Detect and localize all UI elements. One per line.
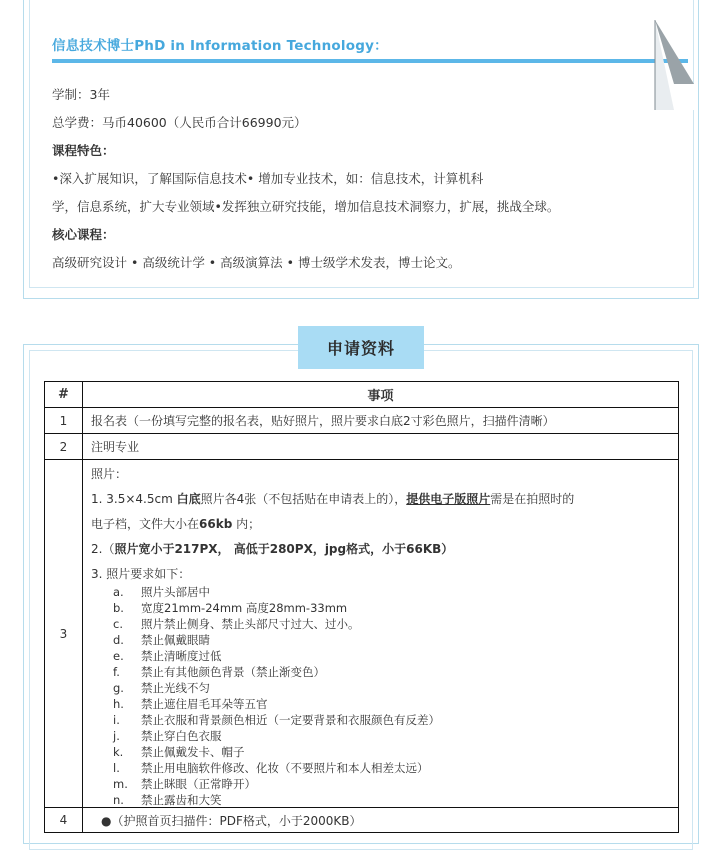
section-title: 申请资料: [298, 326, 424, 369]
list-item: a. 照片头部居中: [113, 585, 210, 599]
list-item: n. 禁止露齿和大笑: [113, 793, 222, 807]
list-item: c. 照片禁止侧身、禁止头部尺寸过大、过小。: [113, 617, 360, 631]
program-tuition: 总学费：马币40600（人民币合计66990元）: [52, 115, 307, 130]
list-item: e. 禁止清晰度过低: [113, 649, 222, 663]
core-courses: 高级研究设计 • 高级统计学 • 高级演算法 • 博士级学术发表，博士论文。: [52, 255, 461, 270]
table-row: [45, 434, 679, 460]
row-number: 3: [45, 460, 83, 808]
list-item: l. 禁止用电脑软件修改、化妆（不要照片和本人相差太远）: [113, 761, 429, 775]
photo-line-4: 3. 照片要求如下：: [91, 567, 191, 581]
row-text: 报名表（一份填写完整的报名表，贴好照片，照片要求白底2寸彩色照片，扫描件清晰）: [83, 408, 679, 434]
list-item: h. 禁止遮住眉毛耳朵等五官: [113, 697, 268, 711]
row-number: 1: [45, 408, 83, 434]
program-title: 信息技术博士PhD in Information Technology：: [52, 38, 388, 54]
row-number: 4: [45, 808, 83, 833]
header-item: 事项: [83, 382, 679, 408]
table-row: [45, 460, 679, 808]
list-item: k. 禁止佩戴发卡、帽子: [113, 745, 245, 759]
page-fold-icon: [654, 18, 698, 110]
table-header-row: [45, 382, 679, 408]
table-row: [45, 808, 679, 833]
photo-line-3: 2.（照片宽小于217PX， 高低于280PX，jpg格式，小于66KB）: [91, 542, 454, 556]
list-item: m. 禁止眯眼（正常睁开）: [113, 777, 256, 791]
features-line-2: 学，信息系统，扩大专业领域•发挥独立研究技能，增加信息技术洞察力，扩展，挑战全球。: [52, 199, 560, 214]
list-item: f. 禁止有其他颜色背景（禁止渐变色）: [113, 665, 325, 679]
list-item: i. 禁止衣服和背景颜色相近（一定要背景和衣服颜色有反差）: [113, 713, 440, 727]
photo-requirements-cell: [83, 460, 679, 808]
photo-line-1: 1. 3.5×4.5cm 白底照片各4张（不包括贴在申请表上的），提供电子版照片需是在拍照时的: [91, 492, 575, 506]
row-number: 2: [45, 434, 83, 460]
features-line-1: •深入扩展知识，了解国际信息技术• 增加专业技术，如：信息技术，计算机科: [52, 171, 484, 186]
header-num: #: [45, 382, 83, 408]
list-item: j. 禁止穿白色衣服: [113, 729, 222, 743]
row-text: 注明专业: [83, 434, 679, 460]
photo-label: 照片：: [91, 467, 128, 481]
requirements-table: [44, 381, 679, 833]
list-item: g. 禁止光线不匀: [113, 681, 210, 695]
features-heading: 课程特色：: [52, 143, 115, 158]
core-heading: 核心课程：: [52, 227, 115, 242]
row-text: ●（护照首页扫描件：PDF格式，小于2000KB）: [83, 808, 679, 833]
electronic-photo-emphasis: 提供电子版照片: [406, 492, 491, 506]
program-duration: 学制：3年: [52, 87, 110, 102]
list-item: b. 宽度21mm-24mm 高度28mm-33mm: [113, 601, 348, 615]
title-divider: [52, 59, 688, 63]
photo-line-2: 电子档，文件大小在66kb 内；: [91, 517, 261, 531]
list-item: d. 禁止佩戴眼睛: [113, 633, 210, 647]
table-row: [45, 408, 679, 434]
